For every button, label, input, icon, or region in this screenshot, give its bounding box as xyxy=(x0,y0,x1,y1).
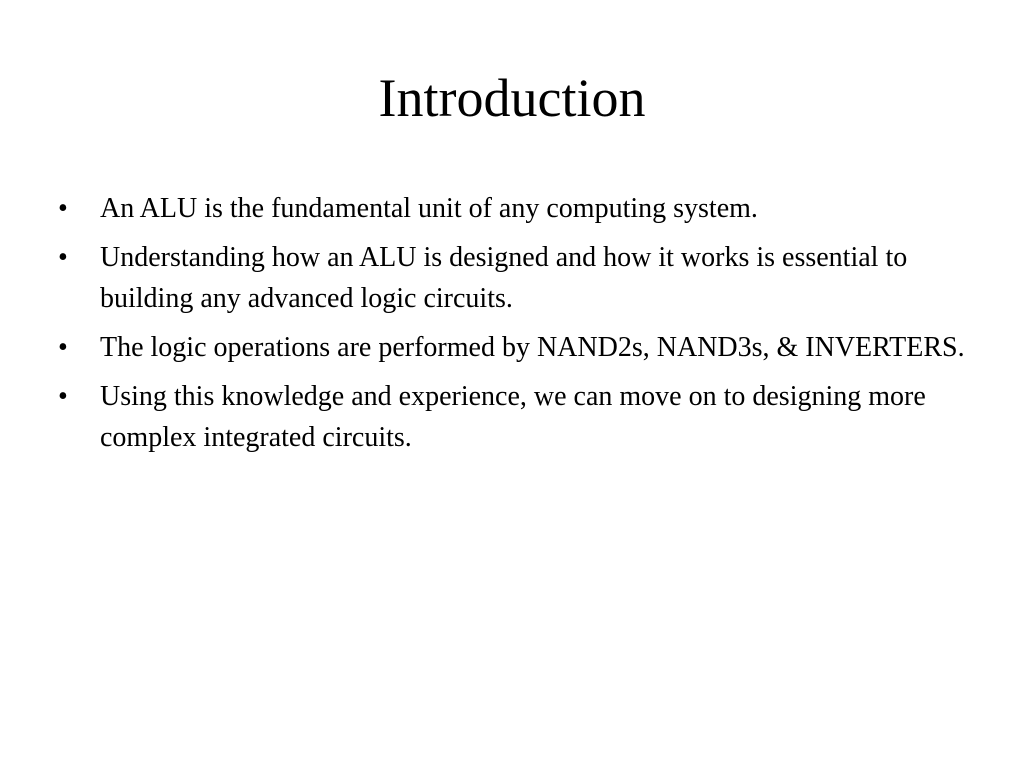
bullet-item-2 xyxy=(58,237,968,319)
slide-title: Introduction xyxy=(378,68,646,128)
bullet-marker: • xyxy=(58,193,68,224)
bullet-item-4 xyxy=(58,376,968,458)
bullet-item-3 xyxy=(58,327,968,368)
bullet-text: The logic operations are performed by NAND2s, NAND3s, & INVERTERS. xyxy=(100,332,965,363)
bullet-text: Using this knowledge and experience, we can move on to designing more complex integrated circuits. xyxy=(100,381,926,453)
bullet-list xyxy=(58,188,968,466)
bullet-marker: • xyxy=(58,381,68,412)
bullet-marker: • xyxy=(58,332,68,363)
bullet-item-1 xyxy=(58,188,968,229)
bullet-marker: • xyxy=(58,242,68,273)
bullet-text: Understanding how an ALU is designed and how it works is essential to building any advanced logic circuits. xyxy=(100,242,908,314)
bullet-text: An ALU is the fundamental unit of any computing system. xyxy=(100,193,758,224)
